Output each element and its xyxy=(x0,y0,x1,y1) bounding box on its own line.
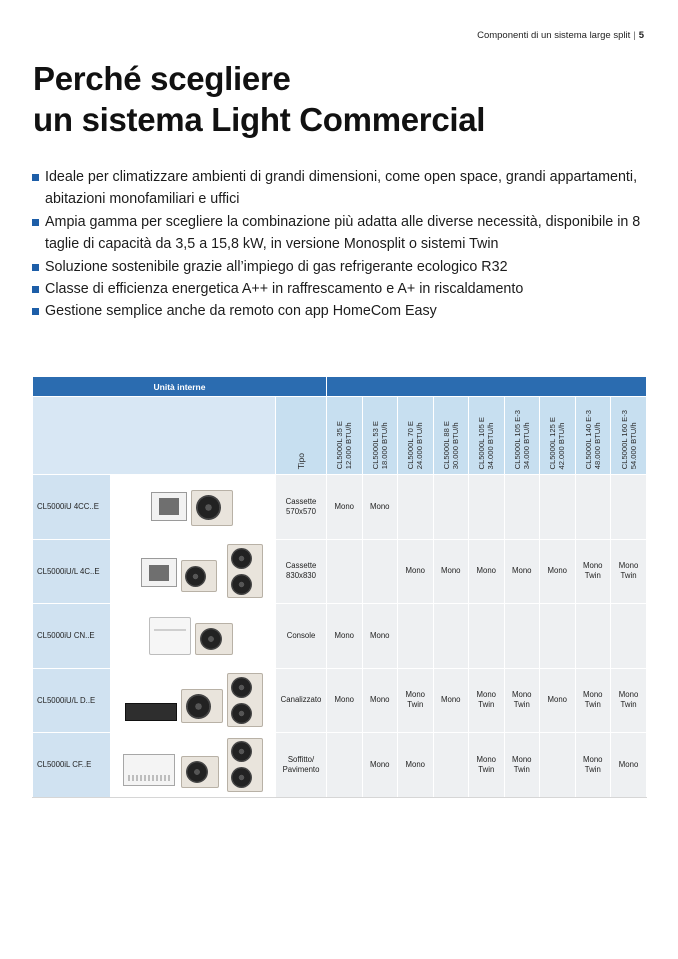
benefit-item: Classe di efficienza energetica A++ in raffrescamento e A+ in riscaldamento xyxy=(32,278,652,300)
unit-type: Soffitto/ Pavimento xyxy=(276,733,327,798)
fan-icon xyxy=(185,566,206,587)
fan-icon xyxy=(231,677,252,698)
unit-type: Canalizzato xyxy=(276,668,327,733)
compatibility-cell xyxy=(469,475,505,540)
compatibility-cell: Mono xyxy=(398,539,434,604)
compatibility-cell: Mono xyxy=(469,539,505,604)
benefit-item: Ampia gamma per scegliere la combinazione più adatta alle diverse necessità, disponibile in 8 taglie di capacità da 3,5 a 15,8 kW, in versione Monosplit o sistemi Twin xyxy=(32,211,652,256)
model-header-label: CL5000L 125 E 42.000 BTU/h xyxy=(548,416,567,469)
benefit-item: Ideale per climatizzare ambienti di grandi dimensioni, come open space, grandi appartamenti, abitazioni monofamiliari e uffici xyxy=(32,166,652,211)
model-header-label: CL5000L 70 E 24.000 BTU/h xyxy=(406,420,425,469)
fan-icon xyxy=(231,703,252,724)
ceiling-floor-unit-image xyxy=(123,754,175,786)
outdoor-unit-image xyxy=(227,673,263,727)
product-image xyxy=(111,605,275,667)
compatibility-table-wrapper xyxy=(32,376,646,798)
header-blank-cell xyxy=(33,397,276,475)
compatibility-cell xyxy=(398,604,434,669)
compatibility-cell: Mono xyxy=(362,475,398,540)
fan-icon xyxy=(186,694,211,719)
compatibility-cell: Mono xyxy=(540,668,576,733)
indoor-units-header: Unità interne xyxy=(33,377,327,397)
compatibility-cell: Mono xyxy=(362,733,398,798)
compatibility-cell: Mono xyxy=(611,733,647,798)
cassette-unit-image xyxy=(151,492,187,521)
table-row xyxy=(33,733,647,798)
model-header-label: CL5000L 105 E-3 34.000 BTU/h xyxy=(512,409,531,469)
fan-icon xyxy=(200,628,222,650)
compatibility-cell: Mono xyxy=(362,668,398,733)
compatibility-cell xyxy=(433,604,469,669)
outdoor-unit-image xyxy=(181,689,223,723)
fan-icon xyxy=(196,495,221,520)
product-image xyxy=(111,669,275,731)
indoor-unit-name: CL5000iU/L 4C..E xyxy=(33,539,111,604)
fan-icon xyxy=(231,574,252,595)
model-header xyxy=(469,397,505,475)
grill-icon xyxy=(159,498,179,514)
compatibility-cell xyxy=(540,475,576,540)
compatibility-cell xyxy=(327,733,363,798)
compatibility-cell xyxy=(433,733,469,798)
compatibility-table xyxy=(32,376,647,798)
product-image xyxy=(111,734,275,796)
compatibility-cell xyxy=(433,475,469,540)
compatibility-cell: Mono Twin xyxy=(575,733,611,798)
running-header: Componenti di un sistema large split | 5 xyxy=(477,30,644,41)
indoor-unit-name: CL5000iU 4CC..E xyxy=(33,475,111,540)
compatibility-cell: Mono Twin xyxy=(575,539,611,604)
title-line-2: un sistema Light Commercial xyxy=(33,101,486,138)
model-header xyxy=(362,397,398,475)
table-row xyxy=(33,475,647,540)
title-line-1: Perché scegliere xyxy=(33,60,291,97)
ducted-unit-image xyxy=(125,703,177,721)
outdoor-unit-image xyxy=(227,738,263,792)
compatibility-cell: Mono xyxy=(504,539,540,604)
benefit-list xyxy=(32,166,652,323)
compatibility-cell xyxy=(611,604,647,669)
compatibility-cell: Mono xyxy=(433,539,469,604)
model-header-label: CL5000L 160 E-3 54.000 BTU/h xyxy=(619,409,638,469)
vent-icon xyxy=(154,629,186,632)
compatibility-cell xyxy=(327,539,363,604)
indoor-unit-name: CL5000iL CF..E xyxy=(33,733,111,798)
model-header xyxy=(575,397,611,475)
product-image xyxy=(111,540,275,602)
fan-icon xyxy=(231,767,252,788)
unit-type: Console xyxy=(276,604,327,669)
compatibility-cell: Mono xyxy=(362,604,398,669)
console-unit-image xyxy=(149,617,191,655)
compatibility-cell: Mono Twin xyxy=(575,668,611,733)
model-header-label: CL5000L 35 E 12.000 BTU/h xyxy=(335,420,354,469)
compatibility-cell xyxy=(469,604,505,669)
benefit-item: Gestione semplice anche da remoto con app HomeCom Easy xyxy=(32,300,652,322)
table-row xyxy=(33,668,647,733)
compatibility-cell xyxy=(575,604,611,669)
model-header-label: CL5000L 140 E-3 48.000 BTU/h xyxy=(583,409,602,469)
outdoor-unit-image xyxy=(181,560,217,592)
page-title xyxy=(33,58,485,140)
compatibility-cell: Mono Twin xyxy=(469,733,505,798)
model-header-label: CL5000L 88 E 30.000 BTU/h xyxy=(441,420,460,469)
fan-icon xyxy=(186,761,208,783)
model-header xyxy=(433,397,469,475)
compatibility-cell xyxy=(575,475,611,540)
compatibility-cell: Mono Twin xyxy=(469,668,505,733)
vent-icon xyxy=(128,775,170,782)
table-header-band xyxy=(33,377,647,397)
model-header-label: CL5000L 53 E 18.000 BTU/h xyxy=(370,420,389,469)
tipo-header-label: Tipo xyxy=(295,452,306,469)
indoor-unit-name: CL5000iU CN..E xyxy=(33,604,111,669)
outdoor-units-header xyxy=(327,377,647,397)
model-header xyxy=(398,397,434,475)
compatibility-cell: Mono xyxy=(327,668,363,733)
table-body xyxy=(33,475,647,798)
model-header xyxy=(504,397,540,475)
indoor-unit-image-cell xyxy=(111,668,276,733)
compatibility-cell xyxy=(611,475,647,540)
benefit-item: Soluzione sostenibile grazie all’impiego di gas refrigerante ecologico R32 xyxy=(32,256,652,278)
indoor-unit-image-cell xyxy=(111,733,276,798)
section-name: Componenti di un sistema large split xyxy=(477,30,631,41)
fan-icon xyxy=(231,741,252,762)
compatibility-cell: Mono Twin xyxy=(504,668,540,733)
compatibility-cell xyxy=(540,604,576,669)
unit-type: Cassette 830x830 xyxy=(276,539,327,604)
grill-icon xyxy=(149,565,169,581)
model-header xyxy=(327,397,363,475)
compatibility-cell: Mono xyxy=(398,733,434,798)
compatibility-cell xyxy=(504,604,540,669)
model-header-label: CL5000L 105 E 34.000 BTU/h xyxy=(477,416,496,469)
compatibility-cell xyxy=(504,475,540,540)
compatibility-cell: Mono Twin xyxy=(504,733,540,798)
model-header xyxy=(540,397,576,475)
indoor-unit-image-cell xyxy=(111,539,276,604)
outdoor-unit-image xyxy=(181,756,219,788)
indoor-unit-image-cell xyxy=(111,475,276,540)
table-row xyxy=(33,539,647,604)
product-image xyxy=(111,476,275,538)
indoor-unit-image-cell xyxy=(111,604,276,669)
model-header-row xyxy=(33,397,647,475)
model-header xyxy=(611,397,647,475)
outdoor-unit-image xyxy=(191,490,233,526)
fan-icon xyxy=(231,548,252,569)
compatibility-cell xyxy=(362,539,398,604)
table-row xyxy=(33,604,647,669)
compatibility-cell: Mono Twin xyxy=(398,668,434,733)
tipo-header xyxy=(276,397,327,475)
compatibility-cell xyxy=(540,733,576,798)
compatibility-cell: Mono xyxy=(327,475,363,540)
compatibility-cell: Mono xyxy=(327,604,363,669)
indoor-unit-name: CL5000iU/L D..E xyxy=(33,668,111,733)
compatibility-cell: Mono xyxy=(540,539,576,604)
page-number: 5 xyxy=(638,30,644,41)
unit-type: Cassette 570x570 xyxy=(276,475,327,540)
outdoor-unit-image xyxy=(227,544,263,598)
compatibility-cell: Mono Twin xyxy=(611,668,647,733)
compatibility-cell xyxy=(398,475,434,540)
outdoor-unit-image xyxy=(195,623,233,655)
cassette-unit-image xyxy=(141,558,177,587)
compatibility-cell: Mono xyxy=(433,668,469,733)
compatibility-cell: Mono Twin xyxy=(611,539,647,604)
